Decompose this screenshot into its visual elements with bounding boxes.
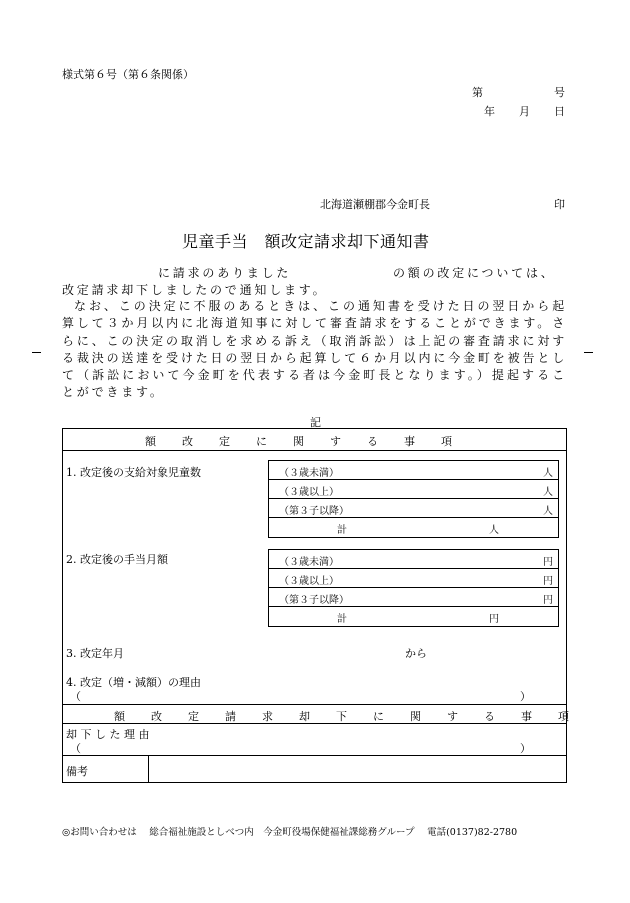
item2-total-row: [269, 607, 558, 626]
seal-mark: 印: [554, 198, 565, 211]
row-unit: 人: [543, 487, 553, 498]
item3-from: から: [405, 647, 427, 660]
row-unit: 円: [543, 557, 553, 568]
row-label: （第３子以降）: [279, 506, 349, 517]
right-margin-mark: [584, 352, 593, 353]
divider: [62, 755, 567, 756]
divider: [62, 704, 567, 705]
row-unit: 人: [543, 506, 553, 517]
row-unit: 円: [543, 576, 553, 587]
number-go: 号: [554, 86, 565, 99]
item1-children-table: [268, 460, 559, 538]
item2-row: [269, 569, 558, 588]
remarks-divider: [148, 755, 149, 783]
date-year: 年: [484, 105, 495, 118]
item4-close-paren: ）: [520, 690, 531, 703]
date-month: 月: [519, 105, 530, 118]
item1-row: [269, 499, 558, 518]
body-para2: なお、この決定に不服のあるときは、この通知書を受けた日の翌日から起算して３か月以内に北海道知事に対して審査請求をすることができます。さらに、この決定の取消しを求める訴え（取消訴訟）は上記の審査請求に対する裁決の送達を受けた日の翌日から起算して６か月以内に今金町を被告として（訴訟において今金町を代表する者は今金町長となります。）提起することができます。: [62, 299, 567, 400]
body-line1-a: に請求のありました: [158, 266, 292, 280]
item4-open-paren: （: [70, 690, 81, 703]
left-margin-mark: [32, 352, 41, 353]
row-label: （第３子以降）: [279, 595, 349, 606]
issuer: 北海道瀬棚郡今金町長: [320, 198, 430, 211]
number-dai: 第: [472, 86, 483, 99]
total-label: 計: [337, 614, 347, 625]
item2-amount-table: [268, 549, 559, 627]
document-title: 児童手当 額改定請求却下通知書: [182, 232, 430, 251]
reject-open-paren: （: [70, 742, 81, 755]
remarks-label: 備考: [66, 765, 88, 778]
row-label: （３歳以上）: [279, 576, 339, 587]
item2-row: [269, 550, 558, 569]
total-label: 計: [337, 525, 347, 536]
item1-row: [269, 461, 558, 480]
body-line2: 改定請求却下しましたので通知します。: [62, 283, 328, 297]
row-label: （３歳以上）: [279, 487, 339, 498]
reject-close-paren: ）: [520, 742, 531, 755]
row-unit: 人: [543, 468, 553, 479]
item2-row: [269, 588, 558, 607]
row-unit: 円: [543, 595, 553, 606]
table-header-revision: 額改定に関する事項: [145, 435, 478, 448]
item4-label: 4. 改定（増・減額）の理由: [66, 676, 201, 689]
item1-label: 1. 改定後の支給対象児童数: [66, 466, 201, 479]
reject-reason-label: 却 下 し た 理 由: [66, 728, 150, 741]
ki-mark: 記: [310, 416, 321, 429]
contact-footer: ◎お問い合わせは 総合福祉施設としべつ内 今金町役場保健福祉課総務グループ 電話(0137)82-2780: [62, 827, 518, 838]
item3-label: 3. 改定年月: [66, 647, 124, 660]
table-header-reject: 額改定請求却下に関する事項: [114, 710, 595, 723]
body-line1-b: の額の改定については、: [393, 266, 556, 280]
item2-label: 2. 改定後の手当月額: [66, 553, 168, 566]
row-label: （３歳未満）: [279, 557, 339, 568]
divider: [62, 723, 567, 724]
row-label: （３歳未満）: [279, 468, 339, 479]
form-number: 様式第６号（第６条関係）: [62, 68, 194, 81]
total-unit: 円: [489, 614, 499, 625]
body-paragraph: [62, 298, 567, 402]
date-day: 日: [554, 105, 565, 118]
item1-total-row: [269, 518, 558, 537]
total-unit: 人: [489, 525, 499, 536]
item1-row: [269, 480, 558, 499]
divider: [62, 450, 567, 451]
